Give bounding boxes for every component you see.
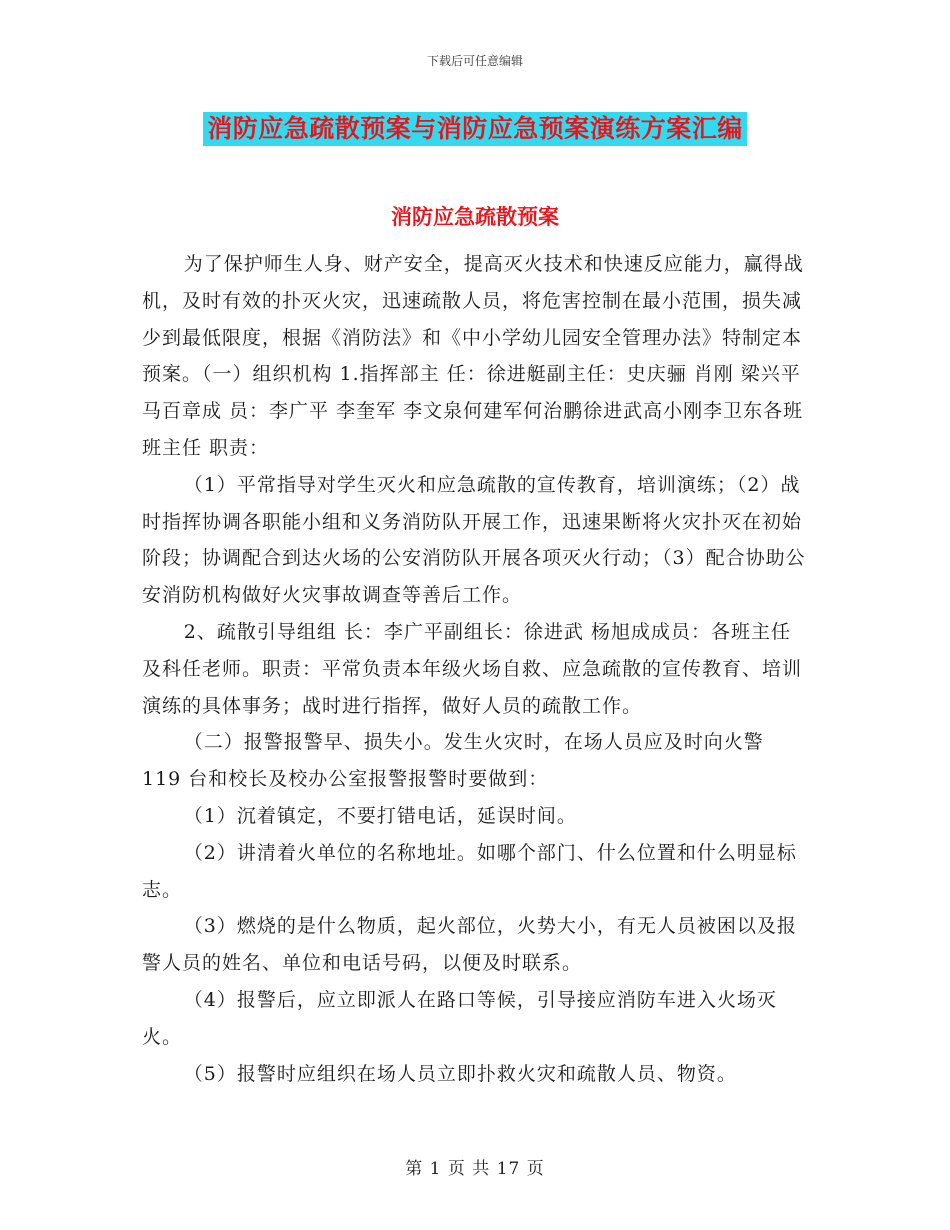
main-title: 消防应急疏散预案与消防应急预案演练方案汇编 (203, 112, 747, 146)
document-body (142, 246, 810, 1092)
paragraph-alarm-item-5: （5）报警时应组织在场人员立即扑救火灾和疏散人员、物资。 (183, 1062, 737, 1085)
paragraph-alarm-item-1: （1）沉着镇定，不要打错电话，延误时间。 (183, 804, 577, 827)
paragraph-alarm-item-3: （3）燃烧的是什么物质，起火部位，火势大小，有无人员被困以及报警人员的姓名、单位和电话号码，以便及时联系。 (142, 915, 797, 975)
paragraph-evacuation-group: 2、疏散引导组组 长：李广平副组长：徐进武 杨旭成成员：各班主任及科任老师。职责：平常负责本年级火场自救、应急疏散的宣传教育、培训演练的具体事务；战时进行指挥，做好人员的疏散工作。 (142, 620, 803, 717)
paragraph-intro: 为了保护师生人身、财产安全，提高灭火技术和快速反应能力，赢得战机，及时有效的扑灭火灾，迅速疏散人员，将危害控制在最小范围，损失减少到最低限度，根据《消防法》和《中小学幼儿园安全管理办法》特制定本预案。（一）组织机构 1.指挥部主 任：徐进艇副主任：史庆骊 肖刚 梁兴平 马百章成 员：李广平 李奎军 李文泉何建军何治鹏徐进武高小刚李卫东各班班主任 职责： (142, 253, 804, 459)
paragraph-alarm-item-4: （4）报警后，应立即派人在路口等候，引导接应消防车进入火场灭火。 (142, 988, 777, 1048)
page-footer: 第 1 页 共 17 页 (405, 1159, 545, 1179)
main-title-container (0, 112, 950, 146)
paragraph-duties: （1）平常指导对学生灭火和应急疏散的宣传教育，培训演练；（2）战时指挥协调各职能小组和义务消防队开展工作，迅速果断将火灾扑灭在初始阶段；协调配合到达火场的公安消防队开展各项灭火行动；（3）配合协助公安消防机构做好火灾事故调查等善后工作。 (142, 473, 806, 607)
paragraph-alarm-item-2: （2）讲清着火单位的名称地址。如哪个部门、什么位置和什么明显标志。 (142, 841, 797, 901)
paragraph-alarm: （二）报警报警早、损失小。发生火灾时，在场人员应及时向火警 119 台和校长及校办公室报警报警时要做到： (142, 731, 764, 791)
header-note: 下载后可任意编辑 (426, 54, 523, 68)
section-title: 消防应急疏散预案 (391, 204, 559, 229)
